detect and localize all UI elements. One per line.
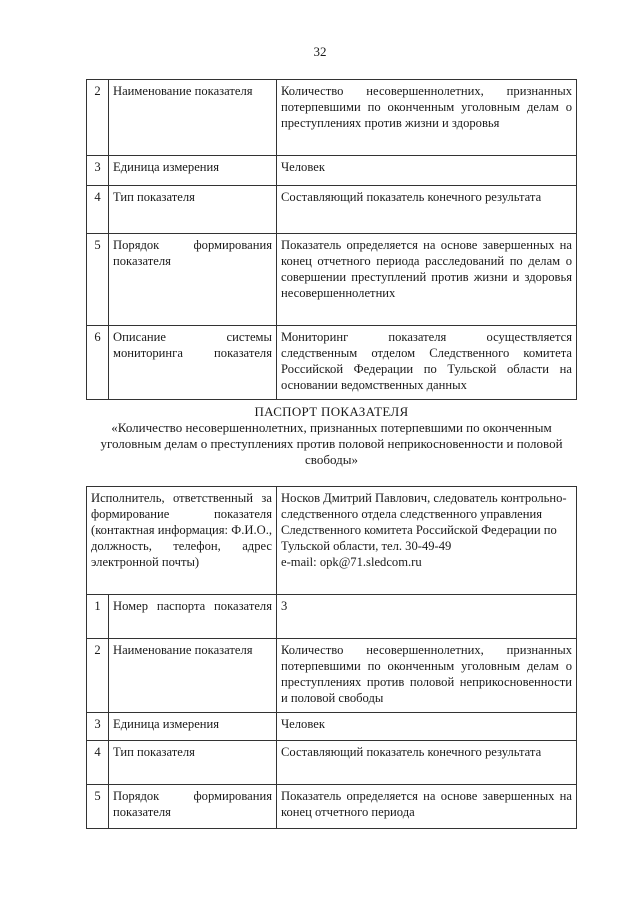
- row-value: Составляющий показатель конечного результата: [277, 741, 577, 785]
- row-label: Порядок формирования показателя: [109, 234, 277, 326]
- row-number: 5: [87, 234, 109, 326]
- row-number: 3: [87, 713, 109, 741]
- row-number: 6: [87, 326, 109, 400]
- executor-row: [87, 487, 577, 595]
- row-number: 5: [87, 785, 109, 829]
- row-number: 3: [87, 156, 109, 186]
- row-value: Человек: [277, 713, 577, 741]
- row-number: 2: [87, 639, 109, 713]
- passport-title: ПАСПОРТ ПОКАЗАТЕЛЯ: [254, 404, 409, 419]
- row-label: Порядок формирования показателя: [109, 785, 277, 829]
- table-row: [87, 234, 577, 326]
- row-value: Человек: [277, 156, 577, 186]
- row-label: Тип показателя: [109, 186, 277, 234]
- table-row: [87, 639, 577, 713]
- indicator-table-top: [86, 79, 577, 400]
- row-label: Наименование показателя: [109, 639, 277, 713]
- row-value: Мониторинг показателя осуществляется следственным отделом Следственного комитета Российской Федерации по Тульской области на основании ведомственных данных: [277, 326, 577, 400]
- executor-cell: [277, 487, 577, 595]
- row-number: 1: [87, 595, 109, 639]
- row-value: Показатель определяется на основе завершенных на конец отчетного периода: [277, 785, 577, 829]
- table-row: [87, 186, 577, 234]
- table-row: [87, 713, 577, 741]
- passport-heading: [86, 404, 577, 468]
- passport-subtitle: «Количество несовершеннолетних, признанных потерпевшими по оконченным уголовным делам о преступлениях против половой неприкосновенности и половой свободы»: [100, 420, 563, 467]
- row-value: Составляющий показатель конечного результата: [277, 186, 577, 234]
- row-label: Единица измерения: [109, 713, 277, 741]
- row-value: 3: [277, 595, 577, 639]
- row-label: Описание системы мониторинга показателя: [109, 326, 277, 400]
- executor-label: Исполнитель, ответственный за формирование показателя (контактная информация: Ф.И.О., должность, телефон, адрес электронной почты): [87, 487, 277, 595]
- row-label: Наименование показателя: [109, 80, 277, 156]
- row-value: Показатель определяется на основе завершенных на конец отчетного периода расследований по делам о совершении преступлений против жизни и здоровья несовершеннолетних: [277, 234, 577, 326]
- executor-value: Носков Дмитрий Павлович, следователь контрольно-следственного отдела следственного управления Следственного комитета Российской Федерации по Тульской области, тел. 30-49-49: [281, 491, 567, 553]
- row-number: 2: [87, 80, 109, 156]
- row-value: Количество несовершеннолетних, признанных потерпевшими по оконченным уголовным делам о преступлениях против жизни и здоровья: [277, 80, 577, 156]
- indicator-table-bottom: [86, 486, 577, 829]
- table-row: [87, 80, 577, 156]
- row-value: Количество несовершеннолетних, признанных потерпевшими по оконченным уголовным делам о преступлениях против половой неприкосновенности и половой свободы: [277, 639, 577, 713]
- table-row: [87, 156, 577, 186]
- row-label: Единица измерения: [109, 156, 277, 186]
- row-label: Номер паспорта показателя: [109, 595, 277, 639]
- row-number: 4: [87, 186, 109, 234]
- table-row: [87, 326, 577, 400]
- table-row: [87, 741, 577, 785]
- table-row: [87, 785, 577, 829]
- page-number: 32: [313, 44, 327, 59]
- row-number: 4: [87, 741, 109, 785]
- row-label: Тип показателя: [109, 741, 277, 785]
- table-row: [87, 595, 577, 639]
- executor-email: e-mail: opk@71.sledcom.ru: [281, 555, 422, 569]
